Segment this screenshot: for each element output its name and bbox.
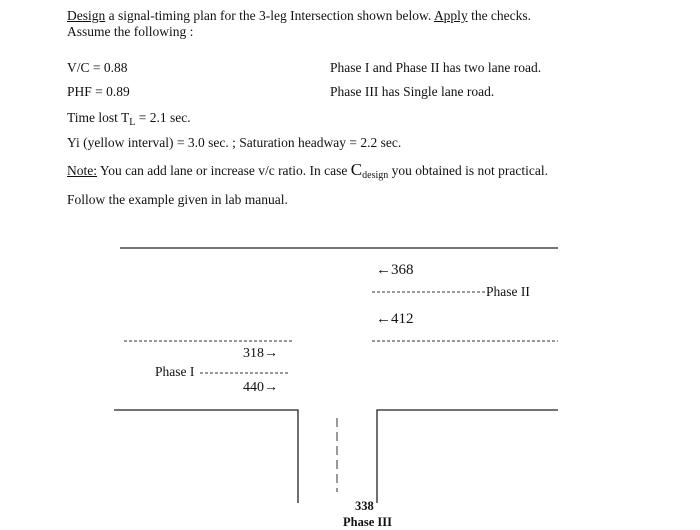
phase-iii-label: Phase III <box>343 515 392 529</box>
note-label: Note: <box>67 163 97 178</box>
phf-value: PHF = 0.89 <box>67 84 130 99</box>
flow-440-label <box>243 380 278 396</box>
flow-368: 368 <box>391 262 414 278</box>
vc-ratio: V/C = 0.88 <box>67 60 128 75</box>
flow-318-label <box>243 346 278 362</box>
yellow-saturation: Yi (yellow interval) = 3.0 sec. ; Saturation headway = 2.2 sec. <box>67 135 402 150</box>
flow-318: 318 <box>243 346 264 361</box>
apply-word: Apply <box>433 8 468 23</box>
c-design-symbol: C <box>350 160 363 179</box>
flow-368-label <box>376 262 414 278</box>
time-lost-suffix: = 2.1 sec. <box>135 110 191 125</box>
bottom-right-road-edge <box>377 410 558 503</box>
flow-338: 338 <box>355 499 374 513</box>
time-lost-sub: L <box>129 117 136 128</box>
arrow-left-icon: ← <box>376 311 391 327</box>
phase-ii-label: Phase II <box>486 284 530 299</box>
note-end: you obtained is not practical. <box>388 163 548 178</box>
phase-i-label: Phase I <box>155 364 195 379</box>
flow-412-label <box>376 311 414 327</box>
flow-412: 412 <box>391 311 414 327</box>
assume-line: Assume the following : <box>67 24 194 39</box>
follow-line: Follow the example given in lab manual. <box>67 192 288 207</box>
arrow-left-icon: ← <box>376 262 391 278</box>
bottom-left-road-edge <box>114 410 298 503</box>
arrow-right-icon: → <box>264 380 278 395</box>
c-design-sub: design <box>362 170 389 181</box>
time-lost-prefix: Time lost T <box>67 110 130 125</box>
phase-lanes-two: Phase I and Phase II has two lane road. <box>330 60 542 75</box>
design-word: Design <box>67 8 106 23</box>
problem-line-1-suffix: the checks. <box>467 8 532 23</box>
arrow-right-icon: → <box>264 346 278 361</box>
phase-lanes-single: Phase III has Single lane road. <box>330 84 495 99</box>
note-text: You can add lane or increase v/c ratio. In case <box>97 163 351 178</box>
flow-440: 440 <box>243 380 264 395</box>
problem-line-1-mid: a signal-timing plan for the 3-leg Intersection shown below. <box>105 8 434 23</box>
